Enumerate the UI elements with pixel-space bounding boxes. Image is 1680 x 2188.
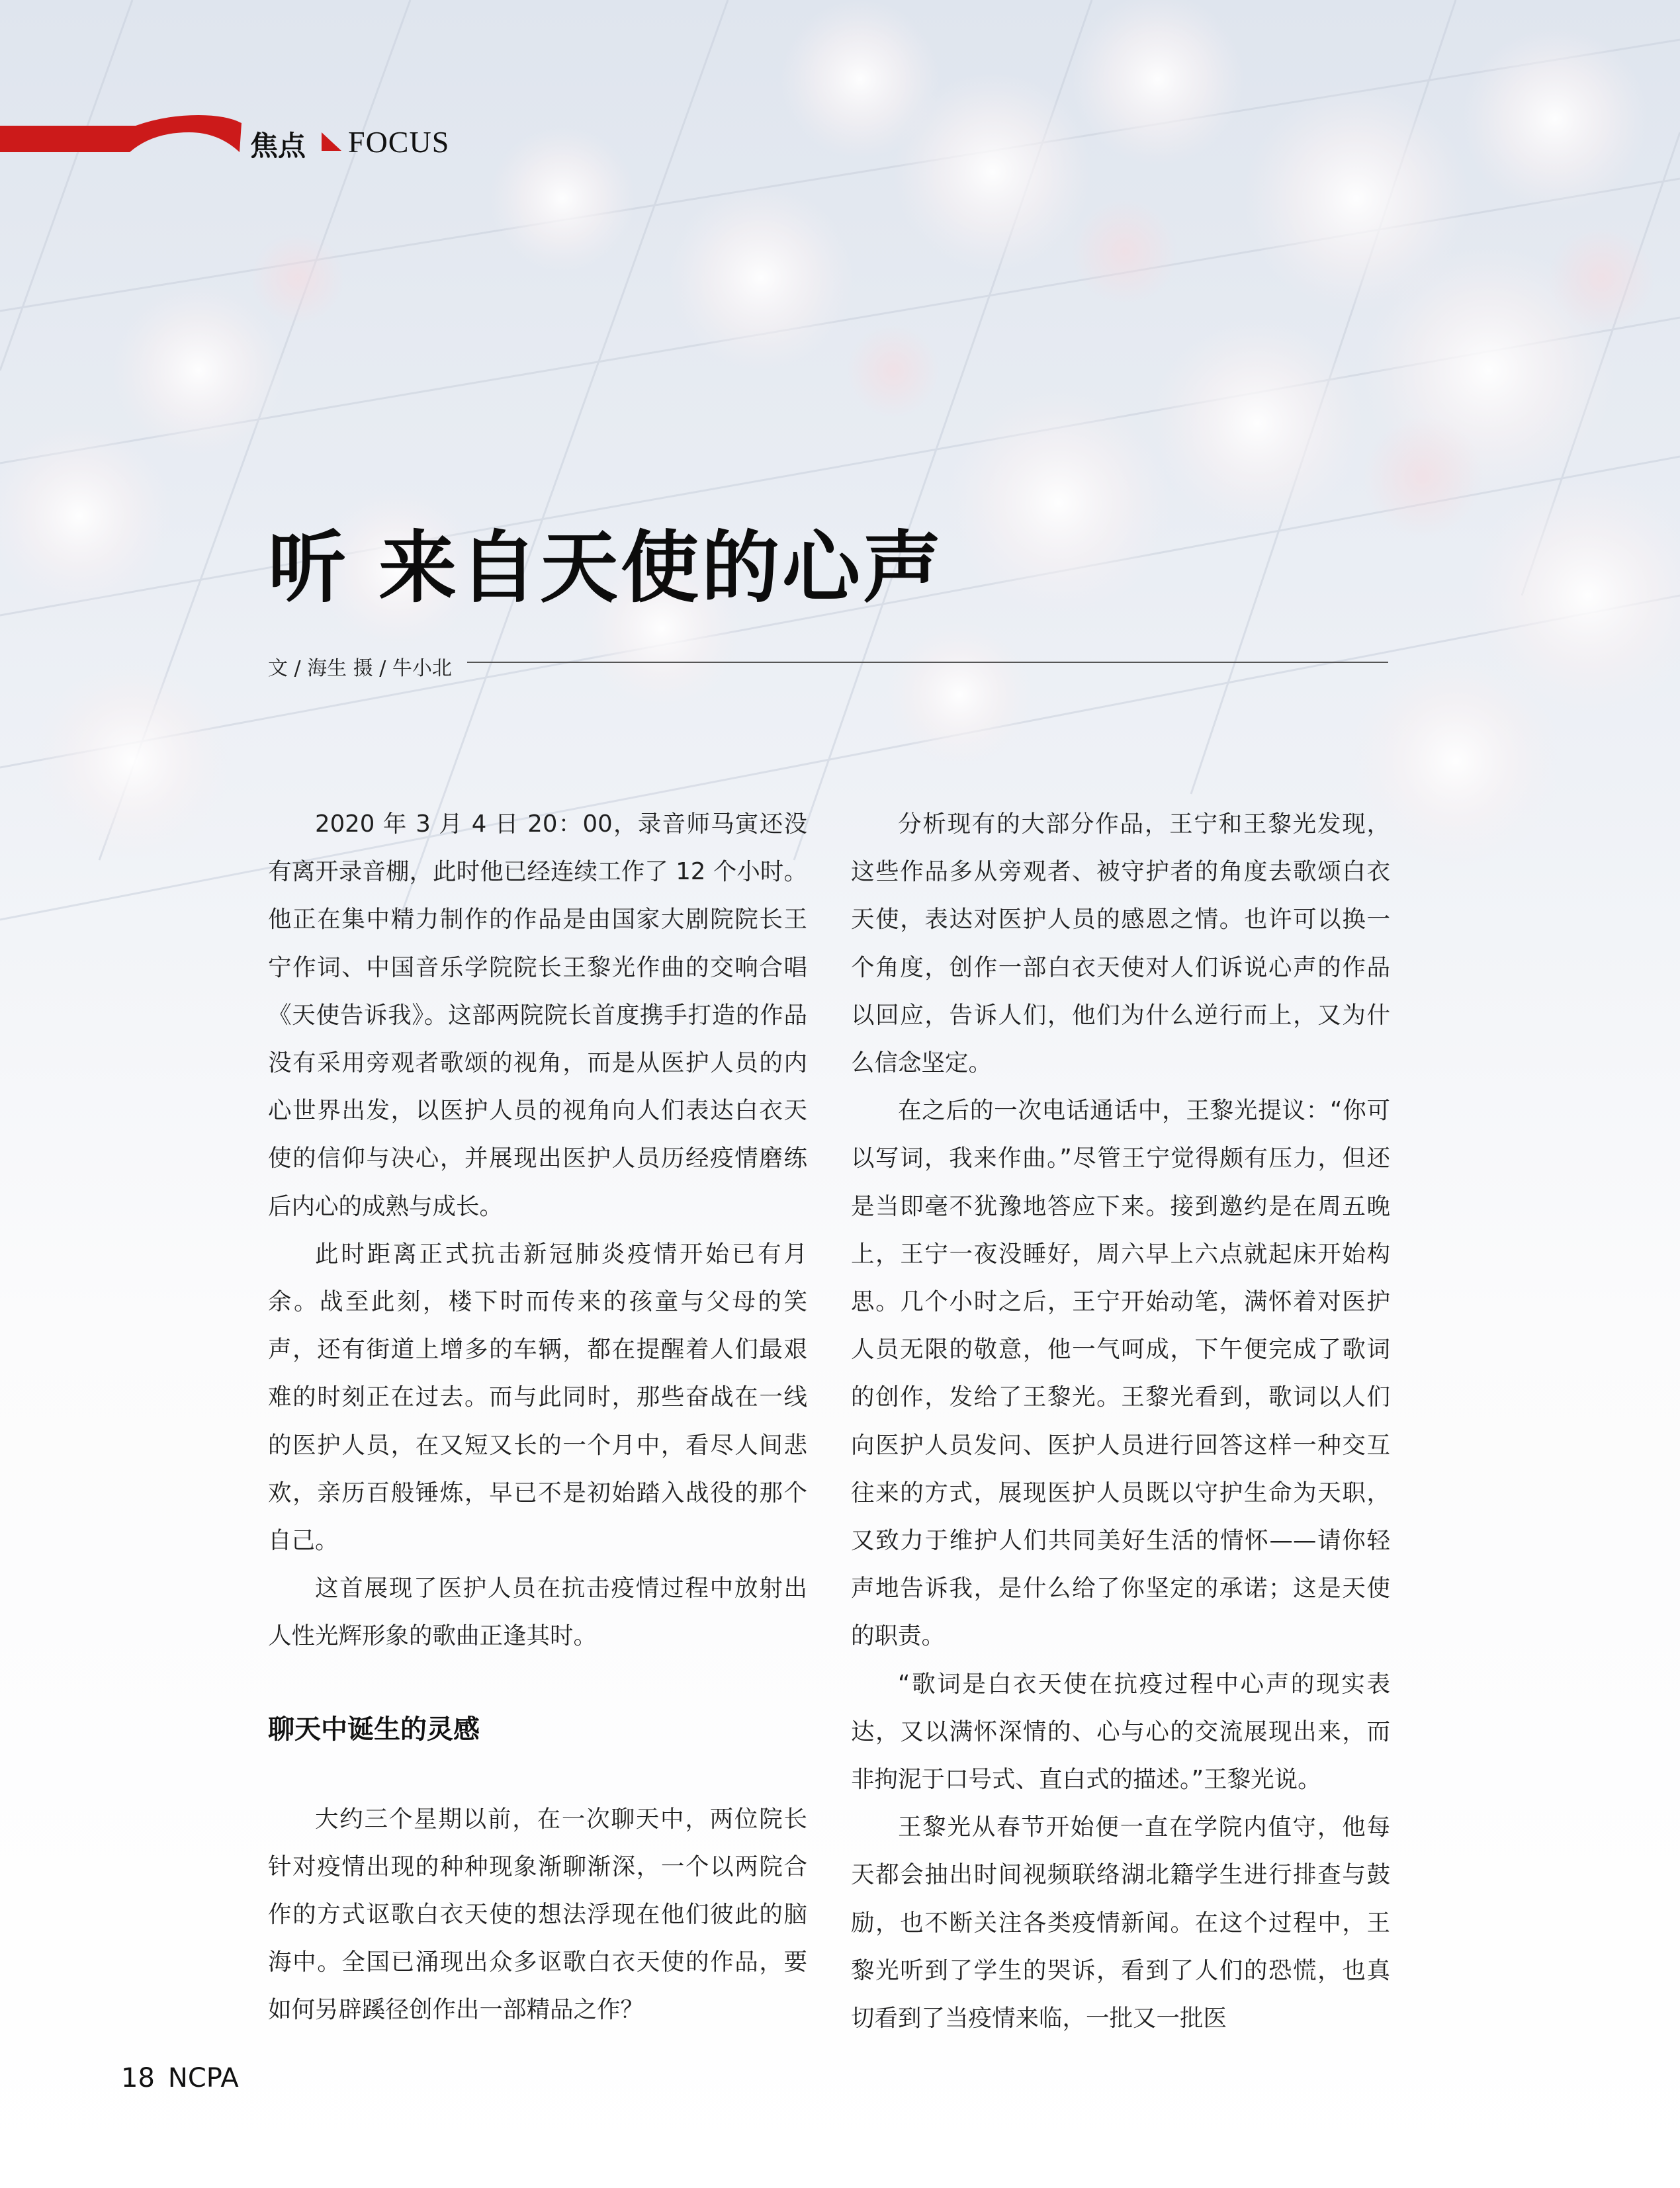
paragraph: 分析现有的大部分作品，王宁和王黎光发现，这些作品多从旁观者、被守护者的角度去歌颂白衣天使，表达对医护人员的感恩之情。也许可以换一个角度，创作一部白衣天使对人们诉说心声的作品以回应，告诉人们，他们为什么逆行而上，又为什么信念坚定。	[851, 810, 1390, 1077]
paragraph: 2020 年 3 月 4 日 20：00，录音师马寅还没有离开录音棚，此时他已经连续工作了 12 个小时。他正在集中精力制作的作品是由国家大剧院院长王宁作词、中国音乐学院院长王黎光作曲的交响合唱《天使告诉我》。这部两院院长首度携手打造的作品没有采用旁观者歌颂的视角，而是从医护人员的内心世界出发，以医护人员的视角向人们表达白衣天使的信仰与决心，并展现出医护人员历经疫情磨练后内心的成熟与成长。	[268, 810, 807, 1220]
section-label: 焦点	[250, 130, 306, 162]
article-column-left	[268, 801, 807, 2035]
section-subheading: 聊天中诞生的灵感	[268, 1714, 480, 1745]
paragraph: 王黎光从春节开始便一直在学院内值守，他每天都会抽出时间视频联络湖北籍学生进行排查与鼓励，也不断关注各类疫情新闻。在这个过程中，王黎光听到了学生的哭诉，看到了人们的恐慌，也真切看到了当疫情来临，一批又一批医	[851, 1814, 1390, 2033]
paragraph: 这首展现了医护人员在抗击疫情过程中放射出人性光辉形象的歌曲正逢其时。	[268, 1575, 807, 1650]
page-footer	[121, 2063, 252, 2093]
paragraph: 此时距离正式抗击新冠肺炎疫情开始已有月余。战至此刻，楼下时而传来的孩童与父母的笑声，还有街道上增多的车辆，都在提醒着人们最艰难的时刻正在过去。而与此同时，那些奋战在一线的医护人员，在又短又长的一个月中，看尽人间悲欢，亲历百般锤炼，早已不是初始踏入战役的那个自己。	[268, 1240, 807, 1555]
section-label-en: FOCUS	[348, 125, 450, 159]
paragraph: 大约三个星期以前，在一次聊天中，两位院长针对疫情出现的种种现象渐聊渐深，一个以两院合作的方式讴歌白衣天使的想法浮现在他们彼此的脑海中。全国已涌现出众多讴歌白衣天使的作品，要如何另辟蹊径创作出一部精品之作？	[268, 1805, 807, 2024]
article-column-right	[851, 801, 1390, 2042]
byline: 文 / 海生 摄 / 牛小北	[268, 657, 452, 680]
paragraph: 在之后的一次电话通话中，王黎光提议：“你可以写词，我来作曲。”尽管王宁觉得颇有压力，但还是当即毫不犹豫地答应下来。接到邀约是在周五晚上，王宁一夜没睡好，周六早上六点就起床开始构思。几个小时之后，王宁开始动笔，满怀着对医护人员无限的敬意，他一气呵成，下午便完成了歌词的创作，发给了王黎光。王黎光看到，歌词以人们向医护人员发问、医护人员进行回答这样一种交互往来的方式，展现医护人员既以守护生命为天职，又致力于维护人们共同美好生活的情怀——请你轻声地告诉我，是什么给了你坚定的承诺；这是天使的职责。	[851, 1097, 1390, 1650]
article-title: 听 来自天使的心声	[268, 522, 944, 614]
paragraph: “歌词是白衣天使在抗疫过程中心声的现实表达，又以满怀深情的、心与心的交流展现出来，而非拘泥于口号式、直白式的描述。”王黎光说。	[851, 1670, 1390, 1794]
byline-divider	[467, 662, 1388, 663]
publication-name: NCPA	[167, 2063, 239, 2093]
page-number: 18	[121, 2063, 155, 2093]
